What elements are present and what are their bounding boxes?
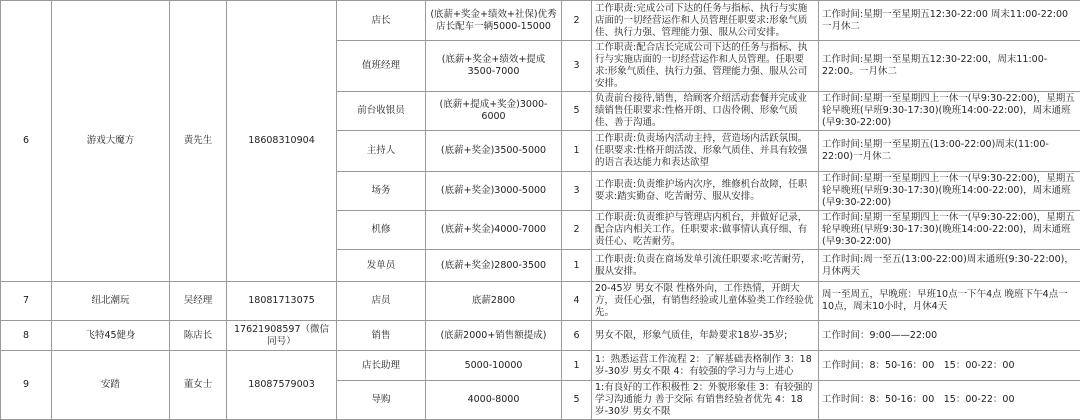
company-name: 飞特45健身	[52, 321, 170, 351]
position-title: 店长助理	[337, 351, 426, 381]
position-title: 主持人	[337, 131, 426, 172]
position-count: 6	[562, 321, 592, 351]
position-title: 导购	[337, 381, 426, 420]
position-salary: (底薪2000+销售额提成)	[426, 321, 562, 351]
position-count: 4	[562, 282, 592, 321]
position-count: 5	[562, 92, 592, 131]
position-count: 5	[562, 381, 592, 420]
position-duty: 男女不限，形象气质佳，年龄要求18岁-35岁;	[592, 321, 819, 351]
position-salary: 5000-10000	[426, 351, 562, 381]
contact-person: 陈店长	[170, 321, 227, 351]
position-duty: 工作职责:负责维护场内次序，维修机台故障，任职要求:踏实勤奋、吃苦耐劳、服从安排。	[592, 172, 819, 211]
table-row	[1, 1, 1080, 41]
table-row	[1, 351, 1080, 381]
position-salary: (底薪+奖金+绩效+社保)优秀店长配车一辆5000-15000	[426, 1, 562, 41]
position-duty: 1：熟悉运营工作流程 2：了解基础表格制作 3：18岁-30岁 男女不限 4：有较强的学习力与上进心	[592, 351, 819, 381]
position-hours: 工作时间:星期一至星期五12:30-22:00，周末11:00-22:00。一月休二	[819, 41, 1080, 92]
position-salary: (底薪+奖金)4000-7000	[426, 211, 562, 250]
position-salary: 底薪2800	[426, 282, 562, 321]
table-row	[1, 321, 1080, 351]
table-row	[1, 282, 1080, 321]
row-number: 7	[1, 282, 52, 321]
position-title: 机修	[337, 211, 426, 250]
contact-person: 吴经理	[170, 282, 227, 321]
position-count: 2	[562, 1, 592, 41]
position-salary: (底薪+提成+奖金)3000-6000	[426, 92, 562, 131]
position-hours: 工作时间：8：50-16：00 15：00-22：00	[819, 351, 1080, 381]
contact-phone: 18081713075	[227, 282, 337, 321]
position-duty: 1:有良好的工作积极性 2：外貌形象佳 3：有较强的学习沟通能力 善于交际 有销售经验者优先 4：18岁-30岁 男女不限	[592, 381, 819, 420]
company-name: 安踏	[52, 351, 170, 420]
position-count: 2	[562, 211, 592, 250]
position-title: 值班经理	[337, 41, 426, 92]
position-title: 前台收银员	[337, 92, 426, 131]
position-hours: 工作时间:星期一至星期五12:30-22:00 周末11:00-22:00 一月休二	[819, 1, 1080, 41]
company-name: 游戏大魔方	[52, 1, 170, 282]
position-count: 3	[562, 41, 592, 92]
position-salary: (底薪+奖金)2800-3500	[426, 250, 562, 282]
contact-phone: 18087579003	[227, 351, 337, 420]
position-duty: 20-45岁 男女不限 性格外向，工作热情，开朗大方，责任心强，有销售经验或儿童体验类工作经验优先。	[592, 282, 819, 321]
position-duty: 工作职责:负责场内活动主持，营造场内活跃氛围。任职要求:性格开朗活泼、形象气质佳、并具有较强的语言表达能力和表达欲望	[592, 131, 819, 172]
contact-person: 董女士	[170, 351, 227, 420]
position-hours: 工作时间：8：50-16：00 15：00-22：00	[819, 381, 1080, 420]
position-title: 场务	[337, 172, 426, 211]
position-salary: 4000-8000	[426, 381, 562, 420]
position-count: 1	[562, 351, 592, 381]
position-title: 销售	[337, 321, 426, 351]
contact-phone: 17621908597（微信同号）	[227, 321, 337, 351]
position-hours: 工作时间:星期一至星期四上一休一(早9:30-22:00)，星期五轮早晚班(早班9:30-17:30)(晚班14:00-22:00)，周末通班(早9:30-22:00)	[819, 211, 1080, 250]
position-title: 发单员	[337, 250, 426, 282]
position-duty: 工作职责:负责在商场发单引流任职要求:吃苦耐劳，服从安排。	[592, 250, 819, 282]
position-hours: 工作时间：9:00——22:00	[819, 321, 1080, 351]
position-title: 店员	[337, 282, 426, 321]
row-number: 6	[1, 1, 52, 282]
contact-person: 黄先生	[170, 1, 227, 282]
position-salary: (底薪+奖金+绩效+提成3500-7000	[426, 41, 562, 92]
position-title: 店长	[337, 1, 426, 41]
row-number: 8	[1, 321, 52, 351]
position-count: 1	[562, 131, 592, 172]
position-hours: 工作时间:星期一至星期四上一休一(早9:30-22:00)，星期五轮早晚班(早班9:30-17:30)(晚班14:00-22:00)，周末通班(早9:30-22:00)	[819, 92, 1080, 131]
position-count: 3	[562, 172, 592, 211]
position-salary: (底薪+奖金)3000-5000	[426, 172, 562, 211]
position-duty: 工作职责:完成公司下达的任务与指标、执行与实施店面的一切经营运作和人员管理任职要求:形象气质佳、执行力强、管理能力强、服从公司安排。	[592, 1, 819, 41]
contact-phone: 18608310904	[227, 1, 337, 282]
position-salary: (底薪+奖金)3500-5000	[426, 131, 562, 172]
position-hours: 工作时间:星期一至星期四上一休一(早9:30-22:00)，星期五轮早晚班(早班9:30-17:30)(晚班14:00-22:00)，周末通班(早9:30-22:00)	[819, 172, 1080, 211]
position-duty: 工作职责:负责维护与管理店内机台，并做好记录，配合店内相关工作。任职要求:做事情认真仔细、有责任心、吃苦耐劳。	[592, 211, 819, 250]
position-duty: 工作职责:配合店长完成公司下达的任务与指标、执行与实施店面的一切经营运作和人员管理。任职要求:形象气质佳、执行力强、管理能力强、服从公司安排。	[592, 41, 819, 92]
position-hours: 周一至周五，早晚班：早班10点一下午4点 晚班下午4点一10点，周末10小时，月休4天	[819, 282, 1080, 321]
position-duty: 负责前台接待,销售，给顾客介绍活动套餐并完成业绩销售任职要求:性格开朗、口齿伶俐、形象气质佳、善于沟通。	[592, 92, 819, 131]
row-number: 9	[1, 351, 52, 420]
position-hours: 工作时间:周一至五(13:00-22:00)周末通班(9:30-22:00)，月休两天	[819, 250, 1080, 282]
position-hours: 工作时间:星期一至星期五(13:00-22:00)周末(11:00-22:00)一月休二	[819, 131, 1080, 172]
company-name: 纽北潮玩	[52, 282, 170, 321]
position-count: 1	[562, 250, 592, 282]
